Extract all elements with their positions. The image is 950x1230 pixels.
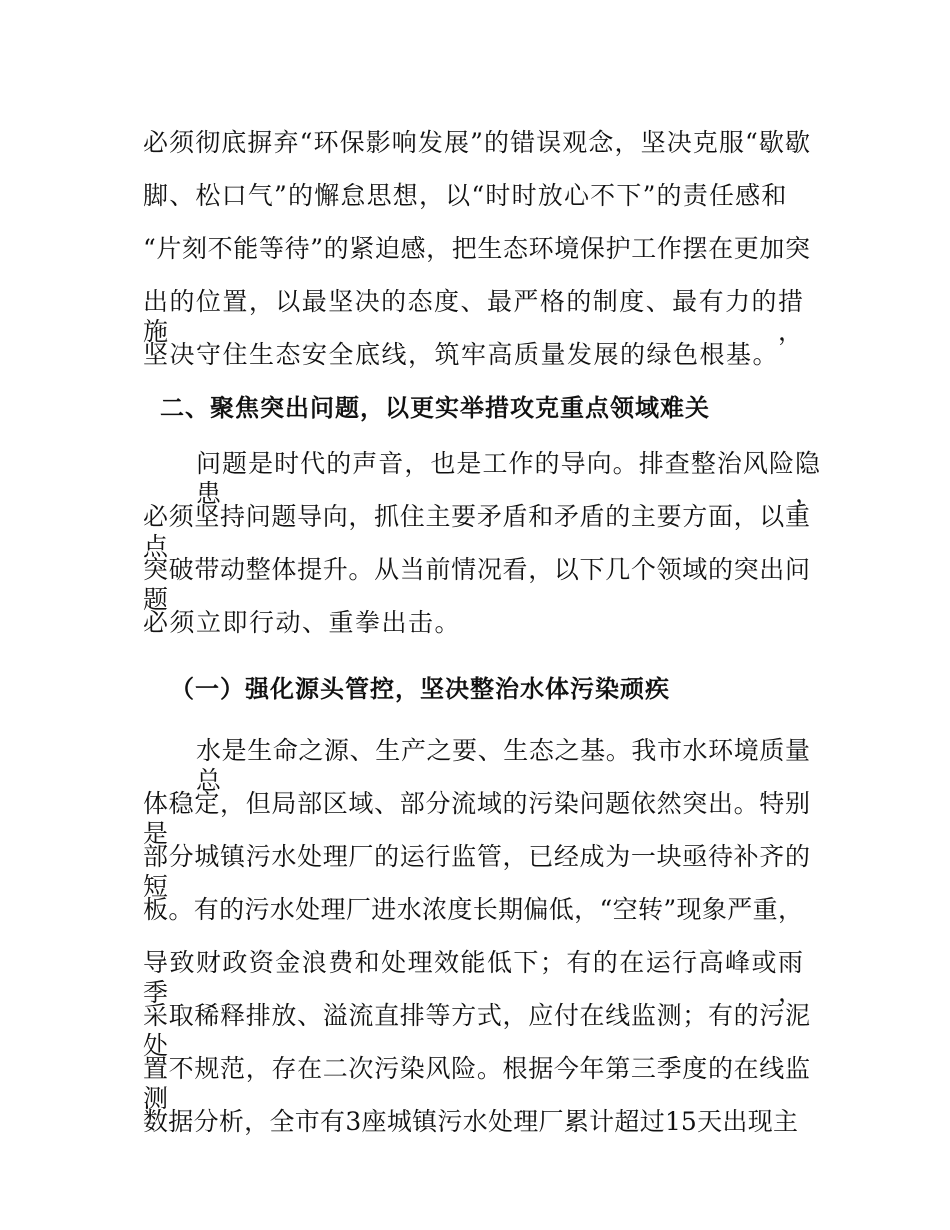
paragraph-line: 必须彻底摒弃“环保影响发展”的错误观念，坚决克服“歇歇	[143, 128, 810, 157]
paragraph-line: 必须坚持问题导向，抓住主要矛盾和矛盾的主要方面，以重点	[143, 502, 810, 561]
paragraph-line: 出的位置，以最坚决的态度、最严格的制度、最有力的措施，	[143, 287, 803, 346]
paragraph-line: 突破带动整体提升。从当前情况看，以下几个领域的突出问题	[143, 555, 810, 614]
paragraph-line: 脚、松口气”的懈怠思想，以“时时放心不下”的责任感和	[143, 181, 788, 210]
paragraph-line: 采取稀释排放、溢流直排等方式，应付在线监测；有的污泥处	[143, 1001, 810, 1060]
section-heading: 二、聚焦突出问题，以更实举措攻克重点领域难关	[160, 394, 710, 422]
subsection-heading: （一）强化源头管控，坚决整治水体污染顽疾	[170, 675, 670, 703]
paragraph-line: 体稳定，但局部区域、部分流域的污染问题依然突出。特别是	[143, 789, 810, 848]
paragraph-line: 必须立即行动、重拳出击。	[143, 608, 462, 637]
paragraph-line: 坚决守住生态安全底线，筑牢高质量发展的绿色根基。	[143, 340, 780, 369]
paragraph-line: 导致财政资金浪费和处理效能低下；有的在运行高峰或雨季，	[143, 948, 803, 1007]
paragraph-line: 置不规范，存在二次污染风险。根据今年第三季度的在线监测	[143, 1054, 810, 1113]
paragraph-line: 部分城镇污水处理厂的运行监管，已经成为一块亟待补齐的短	[143, 842, 810, 901]
paragraph-line: 水是生命之源、生产之要、生态之基。我市水环境质量总	[196, 736, 810, 795]
paragraph-line: 数据分析，全市有3座城镇污水处理厂累计超过15天出现主	[143, 1107, 798, 1136]
paragraph-line: 板。有的污水处理厂进水浓度长期偏低，“空转”现象严重，	[143, 895, 803, 924]
paragraph-line: 问题是时代的声音，也是工作的导向。排查整治风险隐患，	[196, 449, 820, 508]
paragraph-line: “片刻不能等待”的紧迫感，把生态环境保护工作摆在更加突	[143, 234, 810, 263]
